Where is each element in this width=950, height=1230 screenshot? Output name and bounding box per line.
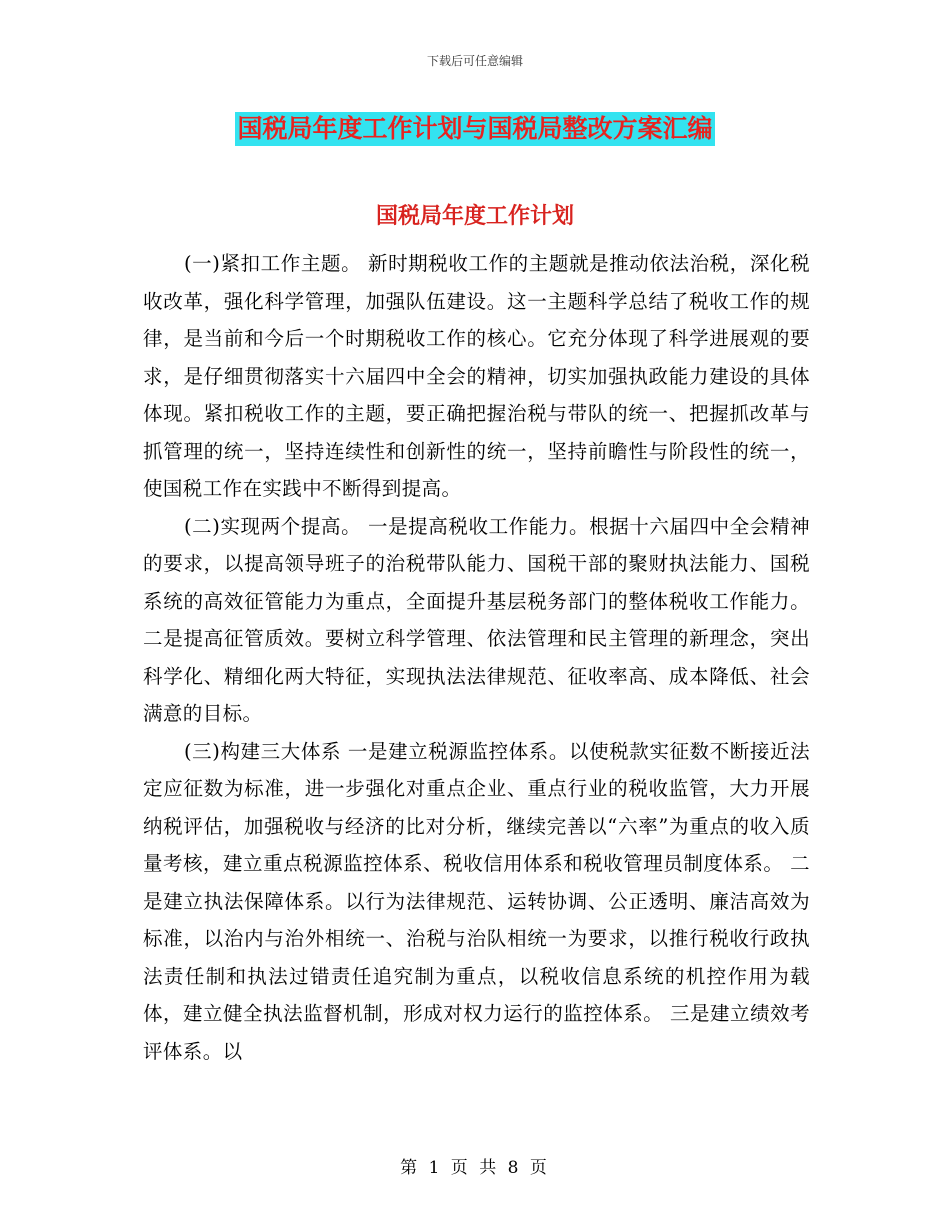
paragraph-2: (二)实现两个提高。 一是提高税收工作能力。根据十六届四中全会精神的要求，以提高领导班子的治税带队能力、国税干部的聚财执法能力、国税系统的高效征管能力为重点，全面提升基层税务部门的整体税收工作能力。 二是提高征管质效。要树立科学管理、依法管理和民主管理的新理念，突出科学化、精细化两大特征，实现执法法律规范、征收率高、成本降低、社会满意的目标。 xyxy=(143,514,810,725)
document-body xyxy=(143,245,810,1070)
document-main-title: 国税局年度工作计划与国税局整改方案汇编 xyxy=(235,112,714,146)
page-number-footer: 第 1 页 共 8 页 xyxy=(400,1158,550,1178)
page-header-note: 下载后可任意编辑 xyxy=(426,54,523,68)
section-title: 国税局年度工作计划 xyxy=(375,203,574,229)
paragraph-1: (一)紧扣工作主题。 新时期税收工作的主题就是推动依法治税，深化税收改革，强化科学管理，加强队伍建设。这一主题科学总结了税收工作的规律，是当前和今后一个时期税收工作的核心。它充分体现了科学进展观的要求，是仔细贯彻落实十六届四中全会的精神，切实加强执政能力建设的具体体现。紧扣税收工作的主题，要正确把握治税与带队的统一、把握抓改革与抓管理的统一，坚持连续性和创新性的统一，坚持前瞻性与阶段性的统一，使国税工作在实践中不断得到提高。 xyxy=(143,252,810,500)
paragraph-3: (三)构建三大体系 一是建立税源监控体系。以使税款实征数不断接近法定应征数为标准，进一步强化对重点企业、重点行业的税收监管，大力开展纳税评估，加强税收与经济的比对分析，继续完善以“六率”为重点的收入质量考核，建立重点税源监控体系、税收信用体系和税收管理员制度体系。 二是建立执法保障体系。以行为法律规范、运转协调、公正透明、廉洁高效为标准，以治内与治外相统一、治税与治队相统一为要求，以推行税收行政执法责任制和执法过错责任追究制为重点，以税收信息系统的机控作用为载体，建立健全执法监督机制，形成对权力运行的监控体系。 三是建立绩效考评体系。以 xyxy=(143,739,810,1063)
main-title-container xyxy=(0,112,950,146)
